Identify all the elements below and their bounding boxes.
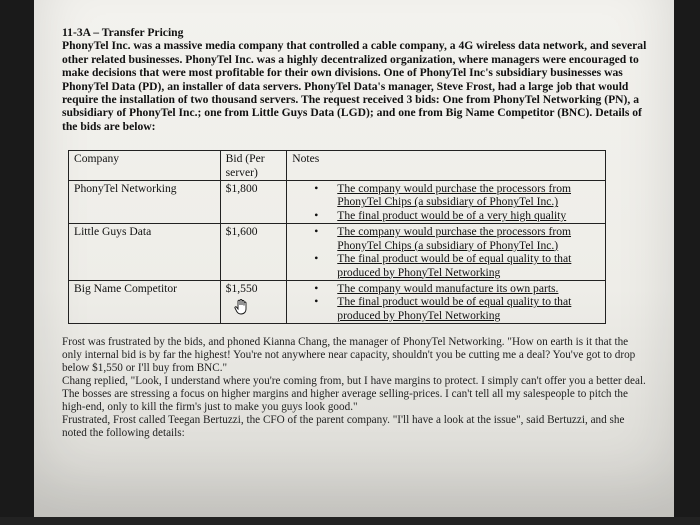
story-paragraph: Frustrated, Frost called Teegan Bertuzzi, the CFO of the parent company. "I'll have a look at the issue", said Bertuzzi, and she noted the following details: <box>62 414 625 440</box>
table-row <box>69 181 606 224</box>
story-paragraph: Chang replied, "Look, I understand where you're coming from, but I have margins to protect. I simply can't offer you a better deal. The bosses are stressing a focus on higher margins and higher average selling-prices. I can't tell all my salespeople to pitch the high-end, only to kill the firm's just to make you guys look good." <box>62 375 646 414</box>
row-company: Little Guys Data <box>69 224 221 281</box>
document-page <box>34 0 674 525</box>
table-row <box>69 224 606 281</box>
note-item: • The final product would be of equal quality to that produced by PhonyTel Networking <box>292 295 600 322</box>
table-row <box>69 280 606 323</box>
bottom-edge <box>0 517 700 525</box>
story-paragraph: Frost was frustrated by the bids, and phoned Kianna Chang, the manager of PhonyTel Networking. "How on earth is it that the only internal bid is by far the highest! You're not anywhere near capacity, shouldn't you be cutting me a deal? You've got to drop below $1,550 or I'll buy from BNC." <box>62 336 636 375</box>
document-title: 11-3A – Transfer Pricing <box>62 26 184 39</box>
story-text <box>62 336 650 440</box>
note-item: • The company would purchase the processors from PhonyTel Chips (a subsidiary of PhonyTel Inc.) <box>292 182 600 209</box>
row-bid: $1,800 <box>220 181 287 224</box>
header-bid: Bid (Per server) <box>220 151 287 181</box>
note-item: • The company would manufacture its own parts. <box>292 282 600 295</box>
header-notes: Notes <box>287 151 606 181</box>
table-header-row <box>69 151 606 181</box>
row-notes <box>287 181 606 224</box>
row-notes <box>287 224 606 281</box>
note-item: • The final product would be of equal quality to that produced by PhonyTel Networking <box>292 252 600 279</box>
note-item: • The company would purchase the processors from PhonyTel Chips (a subsidiary of PhonyTel Inc.) <box>292 225 600 252</box>
row-bid <box>220 280 287 323</box>
row-bid: $1,600 <box>220 224 287 281</box>
hand-cursor-icon <box>234 299 248 318</box>
row-notes <box>287 280 606 323</box>
row-company: Big Name Competitor <box>69 280 221 323</box>
intro-paragraph: PhonyTel Inc. was a massive media company that controlled a cable company, a 4G wireless data network, and several other related businesses. PhonyTel Inc. was a highly decentralized organization, where managers were encouraged to make decisions that were most profitable for their own divisions. One of PhonyTel Inc's subsidiary businesses was PhonyTel Data (PD), an installer of data servers. PhonyTel Data's manager, Steve Frost, had a large job that would require the installation of two thousand servers. The request received 3 bids: One from PhonyTel Networking (PN), a subsidiary of PhonyTel Inc.; one from Little Guys Data (LGD); and one from Big Name Competitor (BNC). Details of the bids are below: <box>62 39 647 133</box>
header-company: Company <box>69 151 221 181</box>
note-item: • The final product would be of a very high quality <box>292 209 600 222</box>
bid-value: $1,550 <box>225 281 258 295</box>
row-company: PhonyTel Networking <box>69 181 221 224</box>
document-body <box>62 26 650 440</box>
bids-table <box>68 150 606 324</box>
